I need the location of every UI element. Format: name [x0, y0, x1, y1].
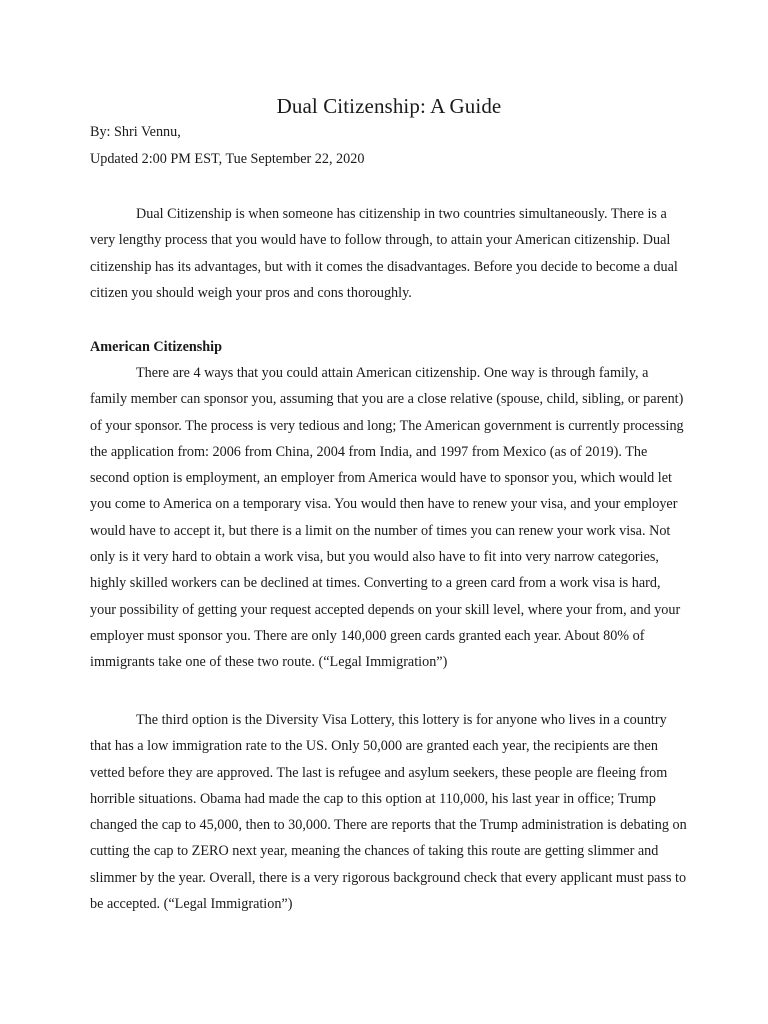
- document-title: Dual Citizenship: A Guide: [276, 94, 502, 118]
- author-byline: By: Shri Vennu,: [90, 124, 181, 140]
- body-paragraph: The third option is the Diversity Visa Lottery, this lottery is for anyone who lives in a country that has a low immigration rate to the US. Only 50,000 are granted each year, the recipients are then vetted before they are approved. The last is refugee and asylum seekers, these people are fleeing from horrible situations. Obama had made the cap to this option at 110,000, his last year in office; Trump changed the cap to 45,000, then to 30,000. There are reports that the Trump administration is debating on cutting the cap to ZERO next year, meaning the chances of taking this route are getting slimmer and slimmer by the year. Overall, there is a very rigorous background check that every applicant must pass to be accepted. (“Legal Immigration”): [90, 712, 687, 913]
- intro-paragraph: Dual Citizenship is when someone has citizenship in two countries simultaneously. There is a very lengthy process that you would have to follow through, to attain your American citizenship. Dual citizenship has its advantages, but with it comes the disadvantages. Before you decide to become a dual citizen you should weigh your pros and cons thoroughly.: [90, 206, 678, 301]
- body-paragraph: There are 4 ways that you could attain American citizenship. One way is through family, a family member can sponsor you, assuming that you are a close relative (spouse, child, sibling, or parent) of your sponsor. The process is very tedious and long; The American government is currently processing the application from: 2006 from China, 2004 from India, and 1997 from Mexico (as of 2019). The second option is employment, an employer from America would have to sponsor you, which would let you come to America on a temporary visa. You would then have to renew your visa, and your employer would have to accept it, but there is a limit on the number of times you can renew your work visa. Not only is it very hard to obtain a work visa, but you would also have to fit into very narrow categories, highly skilled workers can be declined at times. Converting to a green card from a work visa is hard, your possibility of getting your request accepted depends on your skill level, where your from, and your employer must sponsor you. There are only 140,000 green cards granted each year. About 80% of immigrants take one of these two route. (“Legal Immigration”): [90, 365, 684, 671]
- updated-timestamp: Updated 2:00 PM EST, Tue September 22, 2020: [90, 151, 365, 167]
- section-heading: American Citizenship: [90, 339, 223, 355]
